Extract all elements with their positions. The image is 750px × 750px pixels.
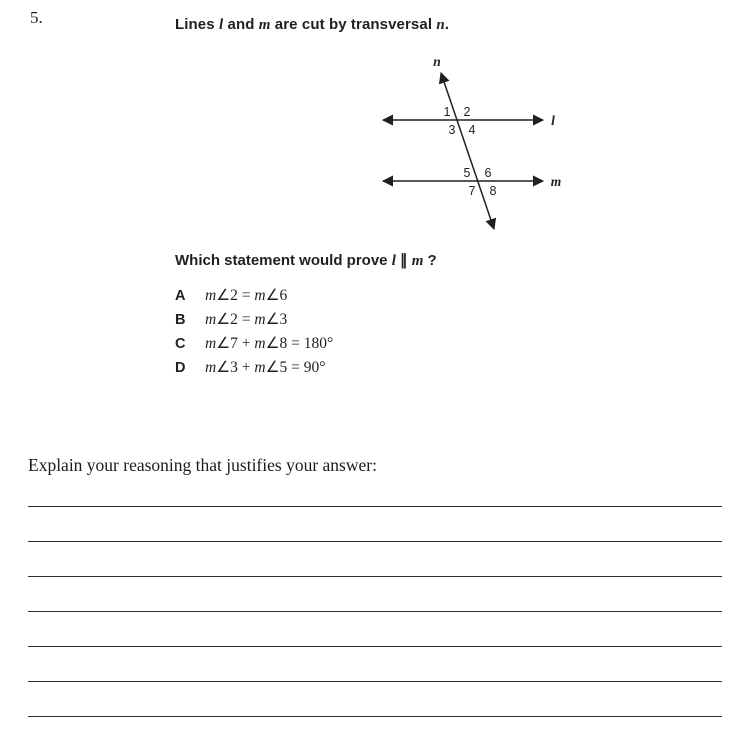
choice-row-b [175, 310, 333, 334]
choice-row-c [175, 334, 333, 358]
title-text: . [444, 16, 450, 33]
choice-expression: m∠2 = m∠6 [205, 287, 288, 304]
transversal-n [441, 73, 494, 229]
answer-choices [175, 286, 333, 382]
question-number: 5. [30, 8, 43, 27]
transversal-label: n [433, 54, 441, 69]
angle-label-4: 4 [468, 123, 476, 137]
line-m-label: m [550, 174, 562, 189]
choice-row-a [175, 286, 333, 310]
question-math: l ∥ m [391, 252, 424, 269]
answer-line [28, 577, 722, 612]
geometry-diagram [375, 53, 575, 243]
title-var-m: m [258, 17, 271, 33]
choice-letter: C [175, 336, 186, 352]
angle-label-6: 6 [484, 166, 492, 180]
angle-label-8: 8 [489, 184, 497, 198]
answer-line [28, 472, 722, 507]
angle-label-7: 7 [468, 184, 476, 198]
answer-line [28, 612, 722, 647]
answer-line [28, 647, 722, 682]
choice-letter: D [175, 360, 186, 376]
choice-row-d [175, 358, 333, 382]
problem-title [175, 16, 449, 34]
title-text: Lines [175, 16, 219, 33]
title-text: are cut by transversal [270, 16, 437, 33]
choice-expression: m∠2 = m∠3 [205, 311, 288, 328]
answer-line [28, 682, 722, 717]
question-text [175, 251, 437, 270]
choice-letter: A [175, 288, 186, 304]
angle-label-2: 2 [463, 105, 471, 119]
title-var-n: n [436, 17, 445, 33]
answer-line [28, 507, 722, 542]
title-var-l: l [218, 17, 224, 33]
title-text: and [223, 16, 259, 33]
angle-label-3: 3 [448, 123, 456, 137]
reasoning-prompt: Explain your reasoning that justifies your answer: [28, 455, 377, 475]
angle-label-1: 1 [443, 105, 451, 119]
answer-line [28, 542, 722, 577]
line-l-label: l [551, 113, 555, 128]
question-suffix: ? [423, 252, 437, 269]
answer-lines [28, 472, 722, 750]
answer-line [28, 717, 722, 750]
choice-letter: B [175, 312, 186, 328]
question-prefix: Which statement would prove [175, 252, 392, 269]
angle-label-5: 5 [463, 166, 471, 180]
choice-expression: m∠7 + m∠8 = 180° [205, 335, 334, 352]
choice-expression: m∠3 + m∠5 = 90° [205, 359, 326, 376]
